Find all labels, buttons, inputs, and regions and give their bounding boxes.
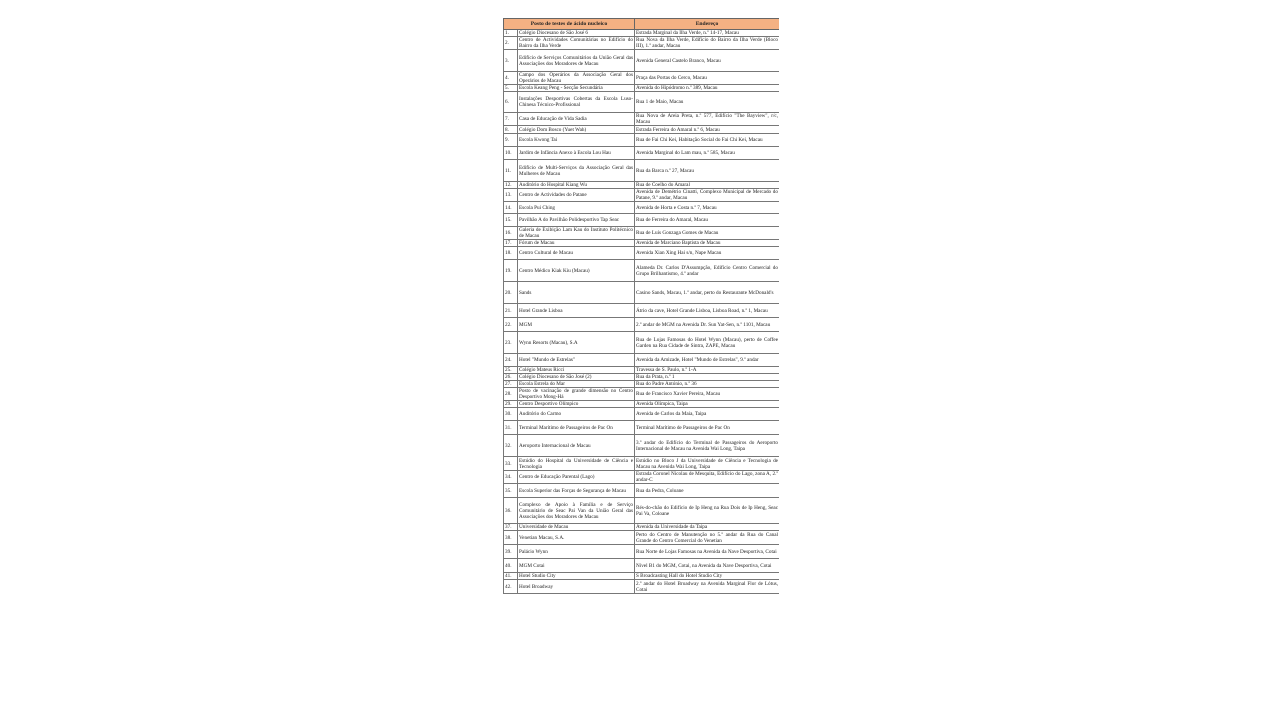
testing-site-address: Estúdio no Bloco J da Universidade de Ciência e Tecnologia de Macau na Avenida Wai Long, Taipa (636, 457, 778, 470)
row-number: 41. (504, 573, 518, 580)
row-number: 25. (504, 367, 518, 374)
testing-site-address: Estrada Ferreira do Amaral n.º 6, Macau (635, 126, 780, 134)
row-number: 29. (504, 401, 518, 408)
table-header-row (504, 19, 780, 30)
row-number: 26. (504, 374, 518, 381)
header-site: Posto de testes de ácido nucleico (504, 19, 635, 30)
table-row (504, 134, 780, 147)
testing-site-address: Rua de Lojas Famosas do Hotel Wynn (Macau), perto de Coffee Garden na Rua Cidade de Sintra, ZAPE, Macau (635, 332, 780, 354)
row-number: 42. (504, 580, 518, 594)
testing-site-address: Rua do Padre António, n.º 36 (635, 381, 780, 388)
testing-site-name: Universidade de Macau (518, 524, 635, 531)
testing-site-address: Avenida da Universidade da Taipa (635, 524, 780, 531)
table-row (504, 354, 780, 367)
testing-site-address: Avenida do Hipódromo n.º 389, Macau (635, 85, 780, 92)
testing-site-name: Centro de Actividades do Patane (518, 189, 635, 202)
table-row (504, 573, 780, 580)
testing-site-name: Auditório do Hospital Kiang Wu (518, 182, 635, 189)
table-row (504, 160, 780, 182)
table-row (504, 240, 780, 247)
table-row (504, 92, 780, 113)
testing-site-address: Estrada Marginal da Ilha Verde, n.º 14-17, Macau (635, 30, 780, 37)
testing-site-address: Avenida Olímpica, Taipa (635, 401, 780, 408)
row-number: 27. (504, 381, 518, 388)
table-row (504, 147, 780, 160)
testing-site-address: Avenida Xian Xing Hai s/n, Nape Macau (635, 247, 780, 260)
testing-site-name: Hotel Grande Lisboa (518, 304, 635, 318)
table-row (504, 435, 780, 457)
testing-site-address: Perto do Centro de Manutenção no 5.º andar da Rua do Canal Grande do Centro Comercial do Venetian (636, 531, 778, 544)
table-row (504, 471, 780, 484)
testing-site-address: Átrio da cave, Hotel Grande Lisboa, Lisboa Road, n.º 1, Macau (635, 304, 780, 318)
row-number: 22. (504, 318, 518, 332)
testing-site-name: Fórum de Macau (518, 240, 635, 247)
testing-site-name: Centro Desportivo Olímpico (518, 401, 635, 408)
row-number: 35. (504, 484, 518, 498)
row-number: 39. (504, 545, 518, 559)
row-number: 37. (504, 524, 518, 531)
testing-site-name: Escola Pui Ching (518, 202, 635, 214)
testing-site-address: Avenida da Amizade, Hotel "Mundo de Estrelas", 9.º andar (635, 354, 780, 367)
row-number: 38. (504, 531, 518, 545)
testing-site-address: Avenida de Carlos da Maia, Taipa (635, 408, 780, 421)
testing-site-name: Pavilhão A do Pavilhão Polidesportivo Tap Seac (518, 214, 635, 227)
row-number: 33. (504, 457, 518, 471)
testing-site-name: Auditório do Carmo (518, 408, 635, 421)
testing-site-address: Alameda Dr. Carlos D'Assumpção, Edifício Centro Comercial do Grupo Brilhantismo, 4.º andar (635, 260, 780, 282)
table-row (504, 318, 780, 332)
testing-site-name: Edifício de Multi-Serviços da Associação Geral das Mulheres de Macau (518, 160, 635, 182)
testing-site-address: Terminal Marítimo de Passageiros de Pac On (635, 421, 780, 435)
testing-site-address: Rua da Prata, n.º 1 (635, 374, 780, 381)
testing-site-name: Escola Estrela do Mar (518, 381, 635, 388)
table-row (504, 545, 780, 559)
row-number: 12. (504, 182, 518, 189)
row-number: 40. (504, 559, 518, 573)
testing-site-address: 3.º andar do Edifício do Terminal de Passageiros do Aeroporto Internacional de Macau na Avenida Wai Long, Taipa (635, 435, 780, 457)
testing-site-name: Centro de Actividades Comunitárias no Edifício do Bairro da Ilha Verde (519, 37, 633, 49)
table-row (504, 50, 780, 72)
row-number: 13. (504, 189, 518, 202)
testing-site-address: Rua da Barca n.º 27, Macau (635, 160, 780, 182)
row-number: 1. (504, 30, 518, 37)
testing-site-address: Rua da Pedra, Coloane (635, 484, 780, 498)
table-row (504, 37, 780, 50)
testing-site-name: Jardim de Infância Anexo à Escola Lou Hau (518, 147, 635, 160)
table-row (504, 30, 780, 37)
testing-site-address: Praça das Portas do Cerco, Macau (635, 72, 780, 85)
table-row (504, 72, 780, 85)
testing-site-address: Casino Sands, Macau, 1.º andar, perto do Restaurante McDonald's (635, 282, 780, 304)
testing-site-address: Rua de Fai Chi Kei, Habitação Social do Fai Chi Kei, Macau (635, 134, 780, 147)
row-number: 34. (504, 471, 518, 484)
testing-site-address: S Broadcasting Hall do Hotel Studio City (635, 573, 780, 580)
table-row (504, 381, 780, 388)
row-number: 36. (504, 498, 518, 524)
testing-site-address: Estrada Coronel Nicolau de Mesquita, Edifício do Lago, zona A, 2.º andar-C (636, 471, 778, 483)
table-row (504, 421, 780, 435)
testing-site-name: Colégio Dom Bosco (Yuet Wah) (518, 126, 635, 134)
testing-site-name: Edifício de Serviços Comunitários da União Geral das Associações dos Moradores de Macau (518, 50, 635, 72)
testing-site-name: Terminal Marítimo de Passageiros de Pac On (518, 421, 635, 435)
table-row (504, 227, 780, 240)
table-row (504, 367, 780, 374)
table-row (504, 374, 780, 381)
testing-site-address: Avenida Marginal do Lam mau, n.º 585, Macau (635, 147, 780, 160)
testing-site-address: Rua Norte de Lojas Famosas na Avenida da Nave Desportiva, Cotai (635, 545, 780, 559)
testing-site-address: 2.º andar de MGM na Avenida Dr. Sun Yat-Sen, n.º 1101, Macau (635, 318, 780, 332)
testing-site-address: Rua de Francisco Xavier Pereira, Macau (635, 388, 780, 401)
row-number: 2. (504, 37, 518, 50)
table-row (504, 247, 780, 260)
row-number: 30. (504, 408, 518, 421)
row-number: 11. (504, 160, 518, 182)
table-row (504, 304, 780, 318)
testing-site-name: Wynn Resorts (Macau), S.A (518, 332, 635, 354)
testing-site-address: Avenida de Horta e Costa n.º 7, Macau (635, 202, 780, 214)
testing-site-name: Galeria de Exibição Lam Kau do Instituto Politécnico de Macau (519, 227, 633, 239)
row-number: 31. (504, 421, 518, 435)
testing-site-name: Hotel Broadway (518, 580, 635, 594)
row-number: 21. (504, 304, 518, 318)
row-number: 20. (504, 282, 518, 304)
testing-site-name: Centro Cultural de Macau (518, 247, 635, 260)
row-number: 9. (504, 134, 518, 147)
testing-site-address: Nível B1 do MGM, Cotai, na Avenida da Nave Desportiva, Cotai (635, 559, 780, 573)
testing-site-address: Rua 1 de Maio, Macau (635, 92, 780, 113)
testing-site-name: Centro Médico Kiak Kiu (Macau) (518, 260, 635, 282)
testing-site-name: Escola Kwong Tai (518, 134, 635, 147)
testing-site-address: Rua Nova de Areia Preta, n.º 577, Edifício "The Bayview", r/c, Macau (636, 113, 778, 125)
testing-site-name: Estúdio do Hospital da Universidade de Ciência e Tecnologia (519, 457, 633, 470)
testing-site-name: Complexo de Apoio à Família e de Serviço Comunitário de Seac Pai Van da União Geral das Associações dos Moradores de Macau (518, 498, 635, 524)
row-number: 15. (504, 214, 518, 227)
testing-site-address: Avenida de Marciano Baptista de Macau (635, 240, 780, 247)
testing-site-name: Colégio Mateus Ricci (518, 367, 635, 374)
testing-site-address: Rua de Luís Gonzaga Gomes de Macau (635, 227, 780, 240)
row-number: 24. (504, 354, 518, 367)
table-row (504, 531, 780, 545)
table-row (504, 260, 780, 282)
row-number: 19. (504, 260, 518, 282)
testing-site-address: Avenida General Castelo Branco, Macau (635, 50, 780, 72)
row-number: 32. (504, 435, 518, 457)
table-row (504, 401, 780, 408)
testing-site-name: Palácio Wynn (518, 545, 635, 559)
testing-site-address: Rua de Ferreira do Amaral, Macau (635, 214, 780, 227)
table-row (504, 408, 780, 421)
testing-site-address: Rua de Coelho do Amaral (635, 182, 780, 189)
header-address: Endereço (635, 19, 780, 30)
testing-site-name: Venetian Macau, S.A. (518, 531, 635, 545)
table-row (504, 113, 780, 126)
row-number: 18. (504, 247, 518, 260)
testing-site-name: Sands (518, 282, 635, 304)
testing-site-name: Instalações Desportivas Cobertas da Escola Luso-Chinesa Técnico-Profissional (518, 92, 635, 113)
testing-site-name: Colégio Diocesano de São José 6 (518, 30, 635, 37)
row-number: 10. (504, 147, 518, 160)
testing-site-address: Avenida de Demétrio Cinatti, Complexo Municipal de Mercado do Patane, 9.º andar, Macau (636, 189, 778, 201)
testing-site-address: Rés-do-chão do Edifício de Ip Heng na Rua Dois de Ip Heng, Seac Pai Va, Coloane (635, 498, 780, 524)
testing-site-name: Centro de Educação Parental (Lago) (518, 471, 635, 484)
table-body (504, 30, 780, 594)
row-number: 5. (504, 85, 518, 92)
row-number: 8. (504, 126, 518, 134)
table-row (504, 182, 780, 189)
table-row (504, 126, 780, 134)
table-row (504, 202, 780, 214)
table-row (504, 457, 780, 471)
row-number: 14. (504, 202, 518, 214)
testing-site-address: Travessa de S. Paulo, n.º 1-A (635, 367, 780, 374)
testing-site-name: Escola Superior das Forças de Segurança de Macau (518, 484, 635, 498)
table-row (504, 214, 780, 227)
row-number: 3. (504, 50, 518, 72)
testing-site-name: Campo dos Operários da Associação Geral dos Operários de Macau (519, 72, 633, 84)
table-row (504, 524, 780, 531)
row-number: 7. (504, 113, 518, 126)
table-row (504, 189, 780, 202)
document-page (503, 18, 779, 705)
testing-site-address: 2.º andar do Hotel Broadway na Avenida Marginal Flor de Lótus, Cotai (636, 580, 778, 593)
row-number: 16. (504, 227, 518, 240)
table-row (504, 282, 780, 304)
testing-site-name: MGM (518, 318, 635, 332)
testing-site-name: Casa de Educação de Vida Sadia (518, 113, 635, 126)
testing-site-name: Colégio Diocesano de São José (2) (518, 374, 635, 381)
testing-site-name: Posto de vacinação de grande dimensão no Centro Desportivo Mong-Há (519, 388, 633, 400)
testing-site-name: Hotel "Mundo de Estrelas" (518, 354, 635, 367)
testing-site-name: Hotel Studio City (518, 573, 635, 580)
table-row (504, 580, 780, 594)
row-number: 28. (504, 388, 518, 401)
testing-sites-table (503, 18, 779, 594)
testing-site-name: Aeroporto Internacional de Macau (518, 435, 635, 457)
testing-site-name: MGM Cotai (518, 559, 635, 573)
table-row (504, 498, 780, 524)
table-row (504, 559, 780, 573)
row-number: 6. (504, 92, 518, 113)
testing-site-name: Escola Keang Peng - Secção Secundária (518, 85, 635, 92)
table-row (504, 85, 780, 92)
table-row (504, 484, 780, 498)
table-row (504, 332, 780, 354)
row-number: 23. (504, 332, 518, 354)
row-number: 4. (504, 72, 518, 85)
table-row (504, 388, 780, 401)
row-number: 17. (504, 240, 518, 247)
testing-site-address: Rua Nova da Ilha Verde, Edifício do Bairro da Ilha Verde (Bloco III), 1.º andar, Macau (636, 37, 778, 49)
